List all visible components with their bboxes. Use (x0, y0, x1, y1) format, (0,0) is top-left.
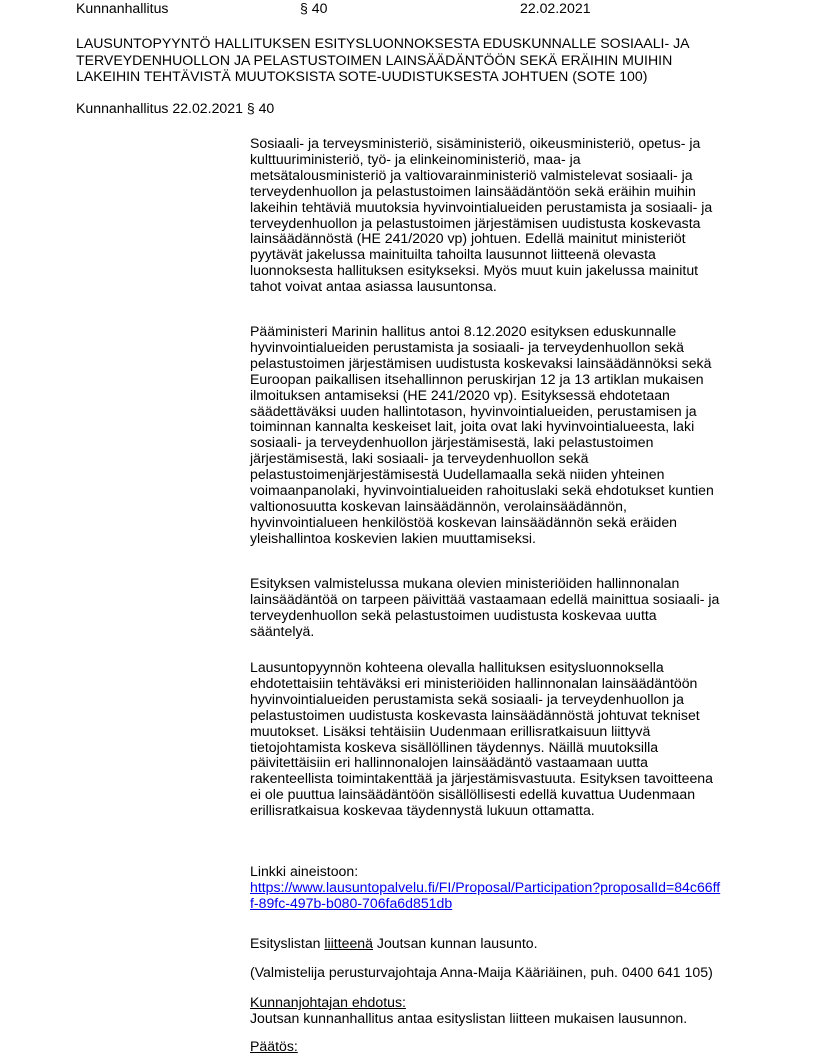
text-line: Pääministeri Marinin hallitus antoi 8.12.2020 esityksen eduskunnalle (250, 323, 677, 339)
text-line: säädettäväksi uuden hallintotason, hyvinvointialueiden, perustamisen ja (250, 402, 697, 419)
decision-heading: Päätös: (250, 1038, 298, 1054)
link-line[interactable]: f-89fc-497b-b080-706fa6d851db (250, 894, 453, 911)
text-line: kulttuuriministeriö, työ- ja elinkeinoministeriö, maa- ja (250, 150, 581, 167)
text-line: Sosiaali- ja terveysministeriö, sisäministeriö, oikeusministeriö, opetus- ja (250, 135, 701, 151)
paragraph-1 (250, 136, 790, 295)
text-line: pelastustoimenjärjestämisestä Uudellamaalla sekä niiden yhteinen (250, 466, 665, 483)
preparer-note: (Valmistelija perusturvajohtaja Anna-Maija Kääriäinen, puh. 0400 641 105) (250, 964, 713, 980)
text-line: sosiaali- ja terveydenhuollon järjestämisestä, laki pelastustoimen (250, 434, 654, 451)
text-line: Esityksen valmistelussa mukana olevien ministeriöiden hallinnonalan (250, 575, 680, 591)
text-line: hyvinvointialueiden perustamista sekä sosiaali- ja terveydenhuollon ja (250, 690, 685, 707)
meeting-reference: Kunnanhallitus 22.02.2021 § 40 (76, 100, 275, 116)
header-body: Kunnanhallitus (76, 0, 169, 16)
text-line: valtionosuutta koskevan lainsäädännön, verolainsäädännön, (250, 497, 627, 514)
text-line: yleishallintoa koskevien lakien muuttamiseksi. (250, 529, 536, 546)
text-line: hyvinvointialueiden perustamista ja sosiaali- ja terveydenhuollon sekä (250, 338, 685, 355)
attachment-text-before: Esityslistan (250, 935, 325, 951)
text-line: terveydenhuollon ja pelastustoimen järjestämisen uudistusta koskevasta (250, 214, 701, 231)
proposal-text: Joutsan kunnanhallitus antaa esityslistan liitteen mukaisen lausunnon. (250, 1010, 688, 1026)
attachment-text-after: Joutsan kunnan lausunto. (372, 935, 538, 951)
text-line: Lausuntopyynnön kohteena olevalla hallituksen esitysluonnoksella (250, 659, 664, 675)
text-line: erillisratkaisua koskevaa täydennystä lukuun ottamatta. (250, 802, 595, 819)
attachment-link[interactable]: liitteenä (324, 935, 373, 951)
text-line: päivitettäisiin eri hallinnonalojen lainsäädäntö vastaamaan uutta (250, 754, 649, 771)
link-line[interactable]: https://www.lausuntopalvelu.fi/FI/Proposal/Participation?proposalId=84c66ff (250, 878, 721, 895)
text-line: luonnoksesta hallituksen esitykseksi. Myös muut kuin jakelussa mainitut (250, 262, 699, 279)
text-line: sääntelyä. (250, 622, 315, 639)
text-line: pyytävät jakelussa mainituilta tahoilta lausunnot liitteenä olevasta (250, 246, 656, 263)
link-label: Linkki aineistoon: (250, 863, 359, 879)
paragraph-2 (250, 324, 790, 547)
title-line: LAKEIHIN TEHTÄVISTÄ MUUTOKSISTA SOTE-UUDISTUKSESTA JOHTUEN (SOTE 100) (76, 68, 648, 84)
text-line: ei ole puuttua lainsäädäntöön sisällöllisesti edellä kuvattua Uudenmaan (250, 786, 696, 803)
text-line: hyvinvointialueen henkilöstöä koskevan lainsäädännön sekä eräiden (250, 513, 678, 530)
text-line: rakenteellista toimintakenttää ja järjestämisvastuuta. Esityksen tavoitteena (250, 770, 713, 787)
text-line: muutokset. Lisäksi tehtäisiin Uudenmaan erillisratkaisuun liittyvä (250, 722, 651, 739)
proposal-heading: Kunnanjohtajan ehdotus: (250, 994, 406, 1010)
text-line: terveydenhuollon ja pelastustoimen lainsäädäntöön sekä eräihin muihin (250, 182, 696, 199)
paragraph-3 (250, 576, 790, 640)
text-line: järjestämisestä, laki sosiaali- ja terveydenhuollon sekä (250, 450, 589, 467)
text-line: lainsäädännöstä (HE 241/2020 vp) johtuen. Edellä mainitut ministeriöt (250, 230, 686, 247)
title-line: LAUSUNTOPYYNTÖ HALLITUKSEN ESITYSLUONNOKSESTA EDUSKUNNALLE SOSIAALI- JA (76, 35, 690, 51)
text-line: metsätalousministeriö ja valtiovarainministeriö valmistelevat sosiaali- ja (250, 166, 693, 183)
text-line: ehdotettaisiin tehtäväksi eri ministeriöiden hallinnonalan lainsäädäntöön (250, 674, 698, 691)
material-link[interactable] (250, 880, 790, 912)
text-line: voimaanpanolaki, hyvinvointialueiden rahoituslaki sekä ehdotukset kuntien (250, 482, 714, 499)
header-date: 22.02.2021 (520, 0, 591, 16)
text-line: lainsäädäntöä on tarpeen päivittää vastaamaan edellä mainittua sosiaali- ja (250, 590, 720, 607)
text-line: toiminnan kannalta keskeiset lait, joita ovat laki hyvinvointialueesta, laki (250, 418, 695, 435)
attachment-line (250, 935, 538, 951)
document-title (76, 35, 776, 85)
link-section (250, 864, 790, 912)
text-line: pelastustoimen uudistusta koskevasta lainsäädännöstä johtuvat tekniset (250, 706, 700, 723)
text-line: pelastustoimen järjestämisen uudistusta koskevaksi lainsäädännöksi sekä (250, 354, 712, 371)
text-line: tietojohtamista koskeva sisällöllinen täydennys. Näillä muutoksilla (250, 738, 659, 755)
title-line: TERVEYDENHUOLLON JA PELASTUSTOIMEN LAINSÄÄDÄNTÖÖN SEKÄ ERÄIHIN MUIHIN (76, 51, 673, 68)
text-line: terveydenhuollon sekä pelastustoimen uudistusta koskevaa uutta (250, 606, 657, 623)
text-line: lakeihin tehtäviä muutoksia hyvinvointialueiden perustamista ja sosiaali- ja (250, 198, 713, 215)
header-section: § 40 (300, 0, 328, 16)
paragraph-4 (250, 660, 790, 819)
text-line: ilmoituksen antamiseksi (HE 241/2020 vp). Esityksessä ehdotetaan (250, 386, 670, 403)
text-line: tahot voivat antaa asiassa lausuntonsa. (250, 278, 497, 295)
text-line: Euroopan paikallisen itsehallinnon peruskirjan 12 ja 13 artiklan mukaisen (250, 370, 704, 387)
